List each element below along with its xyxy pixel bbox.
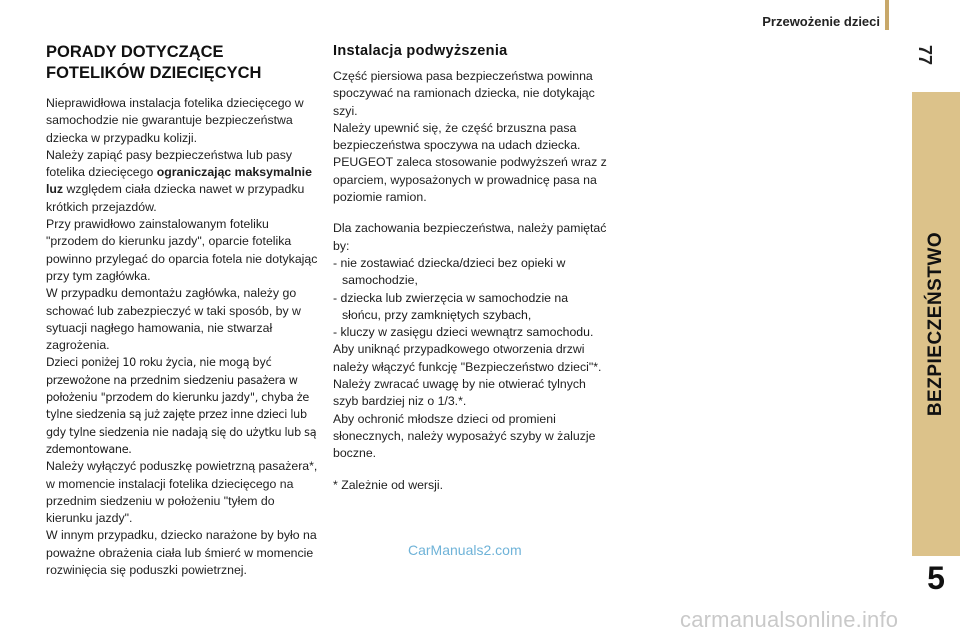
right-paragraph-3: PEUGEOT zaleca stosowanie podwyższeń wraz z oparciem, wyposażonych w prowadnicę pasa na poziomie ramion. — [333, 155, 607, 205]
left-paragraph-7: W innym przypadku, dziecko narażone by było na poważne obrażenia ciała lub śmierć w momencie rozwinięcia się poduszki powietrznej. — [46, 528, 317, 578]
chapter-number: 5 — [927, 560, 945, 596]
right-paragraph-1: Część piersiowa pasa bezpieczeństwa powinna spoczywać na ramionach dziecka, nie dotykając szyi. — [333, 69, 595, 118]
page-number: 77 — [915, 44, 935, 66]
list-item: - dziecka lub zwierzęcia w samochodzie na słońcu, przy zamkniętych szybach, — [333, 290, 569, 322]
p2-bold-text: ograniczając maksymalnie luz — [46, 165, 312, 197]
right-paragraph-2: Należy upewnić się, że część brzuszna pasa bezpieczeństwa spoczywa na udach dziecka. — [333, 120, 581, 153]
left-paragraph-2 — [46, 147, 318, 216]
header-divider — [885, 0, 889, 30]
chapter-tab-label: BEZPIECZEŃSTWO — [925, 231, 946, 417]
left-paragraph-5: Dzieci poniżej 10 roku życia, nie mogą być przewożone na przednim siedzeniu pasażera w położeniu "przodem do kierunku jazdy", chyba że tylne siedzenia są już zajęte przez inne dzieci lub gdy tylne siedzenia nie nadają się do użytku lub są zdemontowane. — [46, 356, 317, 456]
list-item: - kluczy w zasięgu dzieci wewnątrz samochodu. — [333, 325, 594, 340]
right-column — [333, 42, 608, 494]
carmanualsonline-watermark: carmanualsonline.info — [680, 607, 899, 632]
left-paragraph-1: Nieprawidłowa instalacja fotelika dziecięcego w samochodzie nie gwarantuje bezpieczeństwa dziecka w przypadku kolizji. — [46, 96, 304, 145]
carmanuals-watermark: CarManuals2.com — [408, 542, 522, 558]
right-paragraph-7: Aby ochronić młodsze dzieci od promieni słonecznych, należy wyposażyć szyby w żaluzje boczne. — [333, 411, 596, 461]
list-item: - nie zostawiać dziecka/dzieci bez opieki w samochodzie, — [333, 255, 566, 288]
left-paragraph-3: Przy prawidłowo zainstalowanym foteliku "przodem do kierunku jazdy", oparcie fotelika powinno przylegać do oparcia fotela nie dotykając przy tym zagłówka. — [46, 217, 318, 283]
right-heading: Instalacja podwyższenia — [333, 43, 508, 59]
footnote: * Zależnie od wersji. — [333, 477, 444, 492]
section-title: Przewożenie dzieci — [762, 14, 880, 29]
right-paragraph-5: Aby uniknąć przypadkowego otworzenia drzwi należy włączyć funkcję "Bezpieczeństwo dzieci"*. — [333, 342, 602, 374]
left-column — [46, 42, 318, 579]
right-paragraph-4: Dla zachowania bezpieczeństwa, należy pamiętać by: — [333, 221, 607, 253]
left-heading: PORADY DOTYCZĄCE FOTELIKÓW DZIECIĘCYCH — [46, 43, 262, 82]
left-paragraph-4: W przypadku demontażu zagłówka, należy go schować lub zabezpieczyć w taki sposób, by w sytuacji nagłego hamowania, nie stwarzał zagrożenia. — [46, 286, 301, 353]
left-paragraph-6: Należy wyłączyć poduszkę powietrzną pasażera*, w momencie instalacji fotelika dziecięcego na przednim siedzeniu w położeniu "tyłem do kierunku jazdy". — [46, 459, 318, 526]
right-paragraph-6: Należy zwracać uwagę by nie otwierać tylnych szyb bardziej niz o 1/3.*. — [333, 377, 586, 409]
spacer — [333, 463, 608, 477]
safety-list — [333, 255, 608, 341]
p2-text-end: względem ciała dziecka nawet w przypadku krótkich przejazdów. — [46, 182, 305, 214]
p2-text-start: Należy zapiąć pasy bezpieczeństwa lub pasy fotelika dziecięcego — [46, 147, 293, 180]
spacer — [333, 206, 608, 220]
